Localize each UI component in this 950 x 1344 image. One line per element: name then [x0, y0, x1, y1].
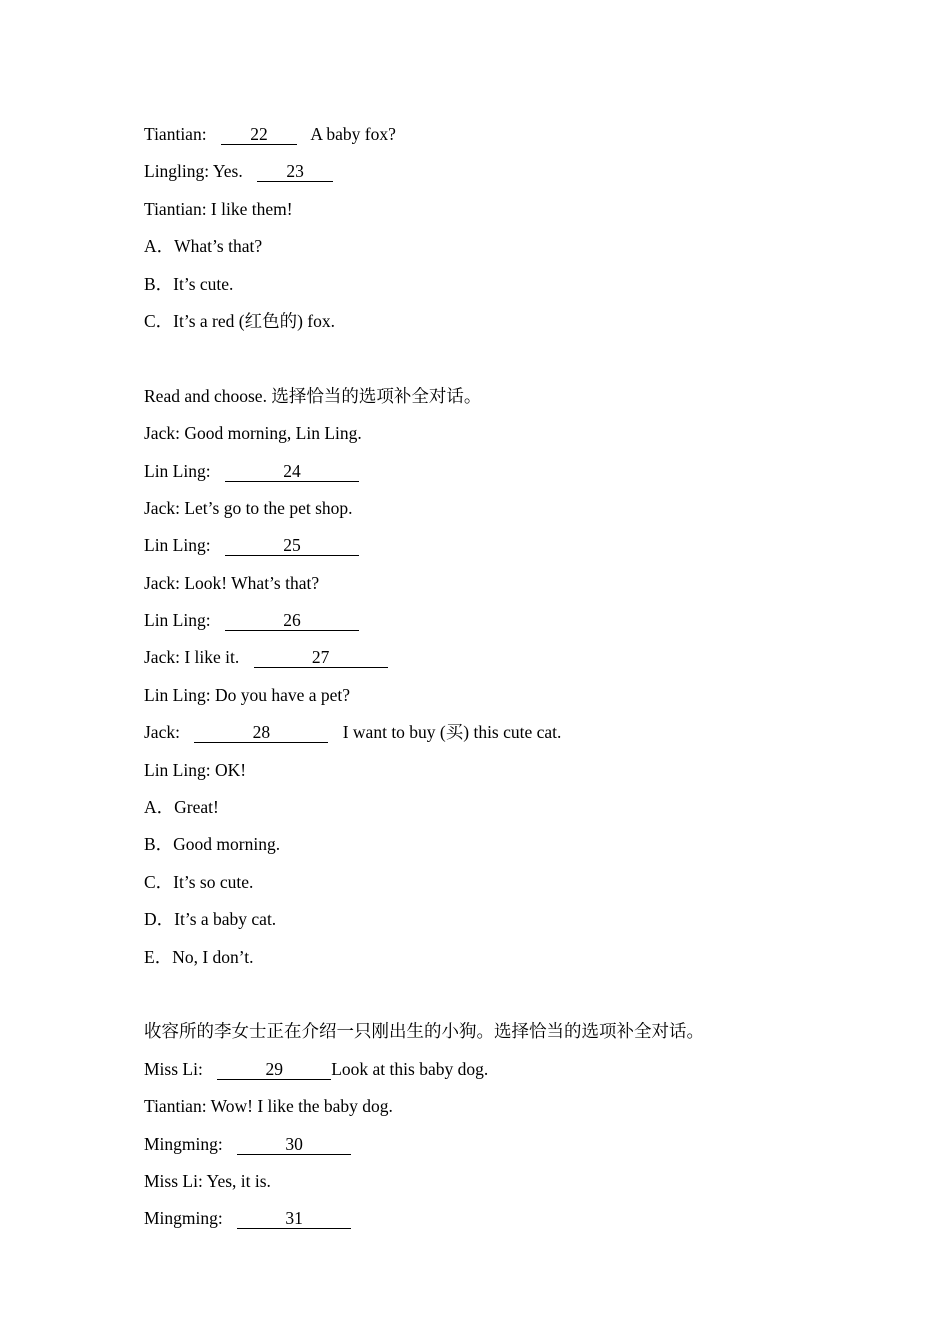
option-c: C．It’s so cute. [144, 871, 254, 892]
line-text: Look at this baby dog. [331, 1058, 489, 1079]
answer-blank-29[interactable]: 29 [217, 1060, 331, 1080]
option-d: D．It’s a baby cat. [144, 909, 277, 930]
answer-blank-23[interactable]: 23 [257, 162, 333, 182]
dialogue-line [144, 121, 904, 158]
dialogue-line [144, 1131, 904, 1168]
dialogue-line: Tiantian: I like them! [144, 198, 293, 219]
dialogue-line: Lin Ling: Do you have a pet? [144, 684, 351, 705]
answer-blank-30[interactable]: 30 [237, 1135, 351, 1155]
option-b: B．It’s cute. [144, 273, 234, 294]
section-gap [144, 981, 904, 1018]
section-gap [144, 345, 904, 382]
dialogue-line: Jack: Good morning, Lin Ling. [144, 423, 362, 444]
option-c: C．It’s a red (红色的) fox. [144, 310, 336, 331]
dialogue-line: Jack: Let’s go to the pet shop. [144, 497, 353, 518]
speaker-text: Lingling: Yes. [144, 161, 243, 182]
speaker-text: Lin Ling: [144, 460, 211, 481]
dialogue-line [144, 532, 904, 569]
answer-blank-22[interactable]: 22 [221, 125, 297, 145]
speaker-text: Lin Ling: [144, 610, 211, 631]
speaker-text: Tiantian: [144, 124, 207, 144]
dialogue-line [144, 719, 904, 756]
speaker-text: Miss Li: [144, 1058, 203, 1079]
speaker-text: Lin Ling: [144, 535, 211, 556]
dialogue-line [144, 158, 904, 195]
option-b: B．Good morning. [144, 834, 281, 855]
option-a: A．What’s that? [144, 236, 263, 257]
speaker-text: Mingming: [144, 1208, 223, 1229]
answer-blank-28[interactable]: 28 [194, 723, 328, 743]
line-text: A baby fox? [310, 124, 396, 144]
worksheet-page [144, 121, 904, 1243]
dialogue-line: Tiantian: Wow! I like the baby dog. [144, 1096, 393, 1117]
dialogue-line: Lin Ling: OK! [144, 759, 247, 780]
speaker-text: Jack: [144, 722, 180, 743]
section-instruction: 收容所的李女士正在介绍一只刚出生的小狗。选择恰当的选项补全对话。 [144, 1021, 704, 1042]
dialogue-line: Jack: Look! What’s that? [144, 572, 320, 593]
speaker-text: Mingming: [144, 1133, 223, 1154]
line-text: I want to buy (买) this cute cat. [342, 722, 562, 743]
speaker-text: Jack: I like it. [144, 647, 240, 668]
dialogue-line [144, 644, 904, 681]
dialogue-line [144, 1205, 904, 1242]
option-e: E．No, I don’t. [144, 946, 254, 967]
answer-blank-25[interactable]: 25 [225, 536, 359, 556]
option-a: A．Great! [144, 797, 219, 818]
section-instruction: Read and choose. 选择恰当的选项补全对话。 [144, 385, 482, 406]
dialogue-line: Miss Li: Yes, it is. [144, 1170, 271, 1191]
dialogue-line [144, 458, 904, 495]
answer-blank-26[interactable]: 26 [225, 611, 359, 631]
dialogue-line [144, 607, 904, 644]
answer-blank-31[interactable]: 31 [237, 1209, 351, 1229]
dialogue-line [144, 1056, 904, 1093]
answer-blank-27[interactable]: 27 [254, 648, 388, 668]
answer-blank-24[interactable]: 24 [225, 462, 359, 482]
